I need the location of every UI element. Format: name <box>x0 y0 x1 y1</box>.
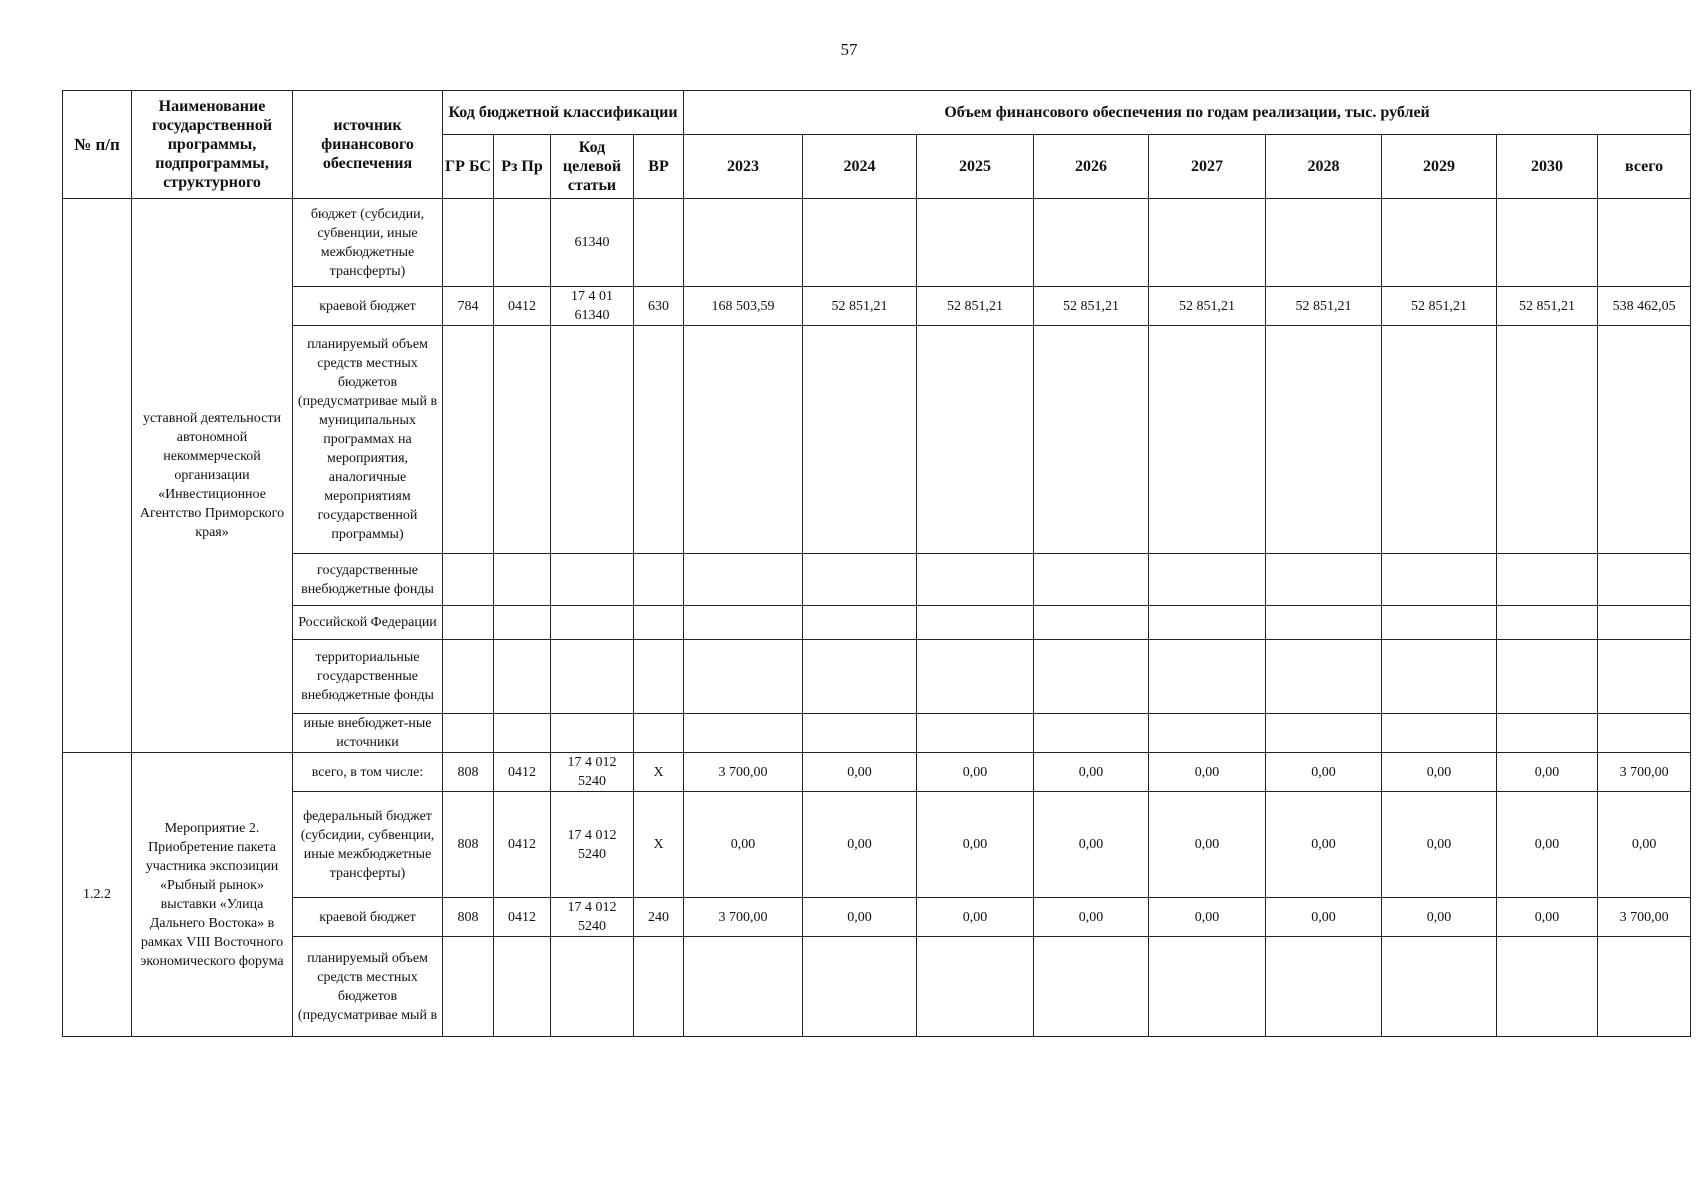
row-vr <box>634 606 684 640</box>
row-year-value: 0,00 <box>1266 898 1382 937</box>
row-year-value <box>1382 606 1497 640</box>
row-kcs: 17 4 012 5240 <box>551 792 634 898</box>
row-year-value <box>1266 714 1382 753</box>
header-year: 2028 <box>1266 135 1382 199</box>
row-rzpr <box>494 714 551 753</box>
row-year-value <box>1266 640 1382 714</box>
header-grbs: ГР БС <box>443 135 494 199</box>
row-year-value: 52 851,21 <box>1266 287 1382 326</box>
row-year-value <box>803 606 917 640</box>
row-year-value: 0,00 <box>1382 898 1497 937</box>
row-year-value <box>1497 714 1598 753</box>
header-kcs: Код целевой статьи <box>551 135 634 199</box>
table-row <box>63 640 1691 714</box>
row-grbs <box>443 640 494 714</box>
row-rzpr: 0412 <box>494 753 551 792</box>
row-year-value <box>1497 937 1598 1037</box>
header-vr: ВР <box>634 135 684 199</box>
row-grbs: 808 <box>443 898 494 937</box>
row-year-value: 168 503,59 <box>684 287 803 326</box>
row-year-value <box>1034 937 1149 1037</box>
row-year-value <box>1382 640 1497 714</box>
row-year-value: 0,00 <box>684 792 803 898</box>
row-kcs <box>551 937 634 1037</box>
table-row <box>63 937 1691 1037</box>
row-grbs <box>443 554 494 606</box>
row-year-value <box>917 937 1034 1037</box>
row-year-value <box>803 326 917 554</box>
row-year-value <box>917 640 1034 714</box>
funding-source: территориальные государственные внебюджетные фонды <box>293 640 443 714</box>
row-year-value: 0,00 <box>1382 753 1497 792</box>
row-year-value <box>684 937 803 1037</box>
row-year-value <box>684 640 803 714</box>
table-row <box>63 606 1691 640</box>
program-name: Мероприятие 2. Приобретение пакета участника экспозиции «Рыбный рынок» выставки «Улица Дальнего Востока» в рамках VIII Восточного экономического форума <box>132 753 293 1037</box>
row-total: 538 462,05 <box>1598 287 1691 326</box>
row-year-value: 0,00 <box>1382 792 1497 898</box>
row-rzpr <box>494 199 551 287</box>
table-row <box>63 792 1691 898</box>
row-year-value: 0,00 <box>917 792 1034 898</box>
row-grbs <box>443 199 494 287</box>
budget-table <box>62 90 1691 1037</box>
row-year-value <box>1382 714 1497 753</box>
row-year-value <box>917 326 1034 554</box>
row-vr: X <box>634 753 684 792</box>
table-row <box>63 898 1691 937</box>
row-year-value: 0,00 <box>1497 898 1598 937</box>
row-kcs <box>551 640 634 714</box>
row-year-value: 0,00 <box>803 792 917 898</box>
row-rzpr: 0412 <box>494 287 551 326</box>
funding-source: краевой бюджет <box>293 287 443 326</box>
row-vr: 240 <box>634 898 684 937</box>
row-year-value: 52 851,21 <box>803 287 917 326</box>
header-year: 2023 <box>684 135 803 199</box>
table-header <box>63 91 1691 199</box>
row-grbs <box>443 714 494 753</box>
row-year-value: 0,00 <box>1497 792 1598 898</box>
row-year-value <box>684 606 803 640</box>
row-kcs: 17 4 01 61340 <box>551 287 634 326</box>
row-year-value <box>684 326 803 554</box>
row-year-value <box>1149 714 1266 753</box>
row-year-value: 52 851,21 <box>1382 287 1497 326</box>
row-year-value <box>1497 326 1598 554</box>
funding-source: краевой бюджет <box>293 898 443 937</box>
row-year-value: 52 851,21 <box>917 287 1034 326</box>
row-year-value <box>1382 937 1497 1037</box>
row-year-value: 0,00 <box>1266 792 1382 898</box>
row-year-value: 0,00 <box>1149 753 1266 792</box>
row-year-value <box>1034 199 1149 287</box>
row-kcs: 17 4 012 5240 <box>551 753 634 792</box>
row-kcs: 61340 <box>551 199 634 287</box>
row-vr <box>634 640 684 714</box>
header-year: 2030 <box>1497 135 1598 199</box>
row-year-value <box>1149 326 1266 554</box>
row-year-value <box>1149 606 1266 640</box>
row-year-value <box>803 554 917 606</box>
row-year-value <box>1266 554 1382 606</box>
row-year-value <box>917 199 1034 287</box>
row-kcs <box>551 554 634 606</box>
row-rzpr: 0412 <box>494 792 551 898</box>
row-vr <box>634 554 684 606</box>
row-year-value: 0,00 <box>803 898 917 937</box>
row-year-value <box>803 714 917 753</box>
row-year-value <box>1382 326 1497 554</box>
row-year-value: 0,00 <box>1034 792 1149 898</box>
funding-source: государственные внебюджетные фонды <box>293 554 443 606</box>
table-body <box>63 199 1691 1037</box>
row-total: 3 700,00 <box>1598 753 1691 792</box>
row-grbs <box>443 326 494 554</box>
row-grbs: 808 <box>443 753 494 792</box>
row-year-value <box>1266 937 1382 1037</box>
row-vr: 630 <box>634 287 684 326</box>
funding-source: планируемый объем средств местных бюджетов (предусматривае мый в <box>293 937 443 1037</box>
row-kcs <box>551 326 634 554</box>
header-year: 2029 <box>1382 135 1497 199</box>
header-source: источник финансового обеспечения <box>293 91 443 199</box>
row-number: 1.2.2 <box>63 753 132 1037</box>
row-grbs: 784 <box>443 287 494 326</box>
row-rzpr <box>494 554 551 606</box>
row-year-value: 0,00 <box>1034 898 1149 937</box>
row-year-value: 52 851,21 <box>1034 287 1149 326</box>
row-vr <box>634 714 684 753</box>
funding-source: всего, в том числе: <box>293 753 443 792</box>
table-row <box>63 287 1691 326</box>
row-year-value: 0,00 <box>1149 898 1266 937</box>
row-year-value <box>1497 640 1598 714</box>
row-vr <box>634 937 684 1037</box>
table-row <box>63 554 1691 606</box>
row-year-value <box>1266 606 1382 640</box>
table-row <box>63 199 1691 287</box>
row-year-value <box>1034 640 1149 714</box>
row-year-value <box>1149 554 1266 606</box>
row-grbs: 808 <box>443 792 494 898</box>
row-total: 3 700,00 <box>1598 898 1691 937</box>
row-total <box>1598 606 1691 640</box>
row-year-value <box>1034 714 1149 753</box>
row-year-value: 3 700,00 <box>684 898 803 937</box>
row-number <box>63 199 132 753</box>
row-year-value <box>1382 554 1497 606</box>
row-year-value <box>1497 199 1598 287</box>
header-code-group: Код бюджетной классификации <box>443 91 684 135</box>
row-year-value: 0,00 <box>803 753 917 792</box>
row-year-value: 0,00 <box>1034 753 1149 792</box>
row-year-value <box>684 554 803 606</box>
header-years-group: Объем финансового обеспечения по годам реализации, тыс. рублей <box>684 91 1691 135</box>
table-row <box>63 714 1691 753</box>
row-vr <box>634 199 684 287</box>
row-rzpr <box>494 326 551 554</box>
header-year: 2025 <box>917 135 1034 199</box>
funding-source: иные внебюджет-ные источники <box>293 714 443 753</box>
row-total <box>1598 554 1691 606</box>
row-year-value <box>1034 606 1149 640</box>
row-total: 0,00 <box>1598 792 1691 898</box>
row-year-value: 0,00 <box>1266 753 1382 792</box>
header-year: 2024 <box>803 135 917 199</box>
row-kcs: 17 4 012 5240 <box>551 898 634 937</box>
row-year-value <box>803 199 917 287</box>
row-total <box>1598 326 1691 554</box>
row-rzpr <box>494 606 551 640</box>
row-year-value <box>1034 554 1149 606</box>
funding-source: планируемый объем средств местных бюджетов (предусматривае мый в муниципальных программах на мероприятия, аналогичные мероприятиям государственной программы) <box>293 326 443 554</box>
row-year-value <box>1497 606 1598 640</box>
funding-source: бюджет (субсидии, субвенции, иные межбюджетные трансферты) <box>293 199 443 287</box>
row-year-value: 0,00 <box>917 753 1034 792</box>
row-year-value <box>684 199 803 287</box>
row-total <box>1598 640 1691 714</box>
program-name: уставной деятельности автономной некоммерческой организации «Инвестиционное Агентство Приморского края» <box>132 199 293 753</box>
row-year-value: 0,00 <box>917 898 1034 937</box>
row-year-value: 52 851,21 <box>1497 287 1598 326</box>
header-name: Наименование государственной программы, подпрограммы, структурного <box>132 91 293 199</box>
row-year-value <box>1149 199 1266 287</box>
row-year-value <box>917 714 1034 753</box>
row-kcs <box>551 714 634 753</box>
row-year-value: 52 851,21 <box>1149 287 1266 326</box>
row-total <box>1598 937 1691 1037</box>
row-year-value <box>1034 326 1149 554</box>
row-year-value <box>684 714 803 753</box>
row-kcs <box>551 606 634 640</box>
funding-source: федеральный бюджет (субсидии, субвенции, иные межбюджетные трансферты) <box>293 792 443 898</box>
table-row <box>63 326 1691 554</box>
row-year-value: 3 700,00 <box>684 753 803 792</box>
row-year-value <box>1149 937 1266 1037</box>
page-number: 57 <box>840 40 858 59</box>
row-year-value: 0,00 <box>1149 792 1266 898</box>
row-vr <box>634 326 684 554</box>
header-year: 2027 <box>1149 135 1266 199</box>
row-total <box>1598 714 1691 753</box>
row-vr: X <box>634 792 684 898</box>
row-year-value <box>1266 199 1382 287</box>
row-grbs <box>443 606 494 640</box>
header-rzpr: Рз Пр <box>494 135 551 199</box>
row-year-value: 0,00 <box>1497 753 1598 792</box>
table-row <box>63 753 1691 792</box>
row-rzpr <box>494 937 551 1037</box>
row-grbs <box>443 937 494 1037</box>
row-year-value <box>803 640 917 714</box>
row-rzpr: 0412 <box>494 898 551 937</box>
header-total: всего <box>1598 135 1691 199</box>
row-year-value <box>917 554 1034 606</box>
row-year-value <box>1266 326 1382 554</box>
funding-source: Российской Федерации <box>293 606 443 640</box>
header-year: 2026 <box>1034 135 1149 199</box>
row-year-value <box>917 606 1034 640</box>
row-year-value <box>1497 554 1598 606</box>
row-year-value <box>1149 640 1266 714</box>
row-rzpr <box>494 640 551 714</box>
row-year-value <box>1382 199 1497 287</box>
row-year-value <box>803 937 917 1037</box>
row-total <box>1598 199 1691 287</box>
header-num: № п/п <box>63 91 132 199</box>
